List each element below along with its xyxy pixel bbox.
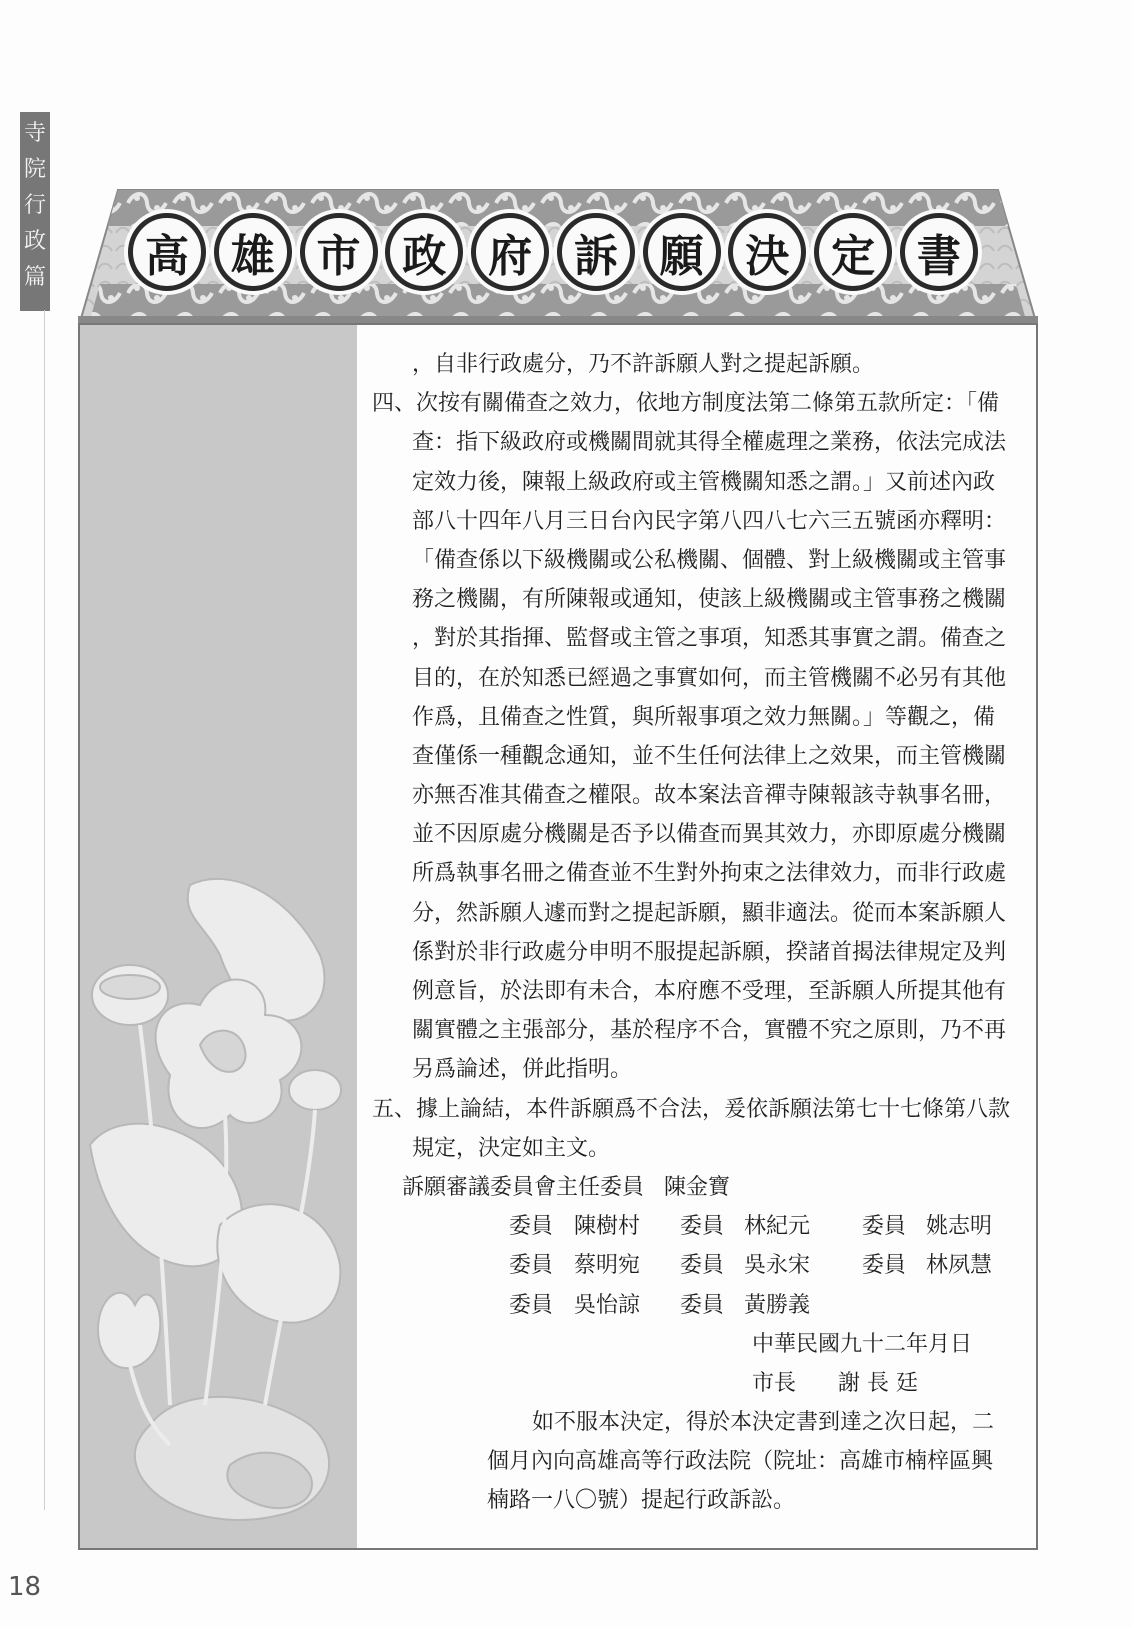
member-title: 委員 [509,1253,554,1279]
appeal-notice-line [372,1481,1022,1520]
body-line: 五、據上論結，本件訴願爲不合法，爰依訴願法第七十七條第八款 [372,1096,1011,1122]
body-line: ，對於其指揮、監督或主管之事項，知悉其事實之謂。備查之 [412,626,1007,652]
member-title: 委員 [509,1214,554,1240]
section-tab-char: 篇 [23,265,46,290]
member-title: 委員 [680,1292,725,1318]
member-title: 委員 [862,1214,907,1240]
body-line: 部八十四年八月三日台內民字第八四八七六三五號函亦釋明： [412,508,1007,534]
body-line: 查僅係一種觀念通知，並不生任何法律上之效果，而主管機關 [412,743,1007,769]
member-name: 蔡明宛 [574,1253,641,1279]
body-line: 亦無否准其備查之權限。故本案法音禪寺陳報該寺執事名冊， [412,783,1007,809]
body-line: 四、次按有關備查之效力，依地方制度法第二條第五款所定：「備 [372,391,1000,417]
member-title: 委員 [509,1292,554,1318]
appeal-notice-text: 如不服本決定，得於本決定書到達之次日起，二 [532,1410,995,1436]
date-row [372,1325,1022,1364]
committee-chair-row [372,1168,1022,1207]
mayor-name: 謝 長 廷 [838,1370,918,1396]
chair-title: 訴願審議委員會主任委員 [402,1174,645,1200]
title-char: 定 [814,213,892,291]
member-name: 黃勝義 [744,1292,811,1318]
appeal-notice-text: 個月內向高雄高等行政法院（院址：高雄市楠梓區興 [487,1449,994,1475]
body-line: 另爲論述，併此指明。 [412,1057,633,1083]
title-char: 雄 [214,213,292,291]
appeal-notice-text: 楠路一八〇號）提起行政訴訟。 [487,1488,796,1514]
body-line: 查：指下級政府或機關間就其得全權處理之業務，依法完成法 [412,430,1007,456]
document-title [128,212,978,292]
appeal-notice-line [372,1403,1022,1442]
body-line: 關實體之主張部分，基於程序不合，實體不究之原則，乃不再 [412,1018,1007,1044]
body-line: 「備查係以下級機關或公私機關、個體、對上級機關或主管事 [412,547,1007,573]
title-char: 政 [385,213,463,291]
body-line: 目的，在於知悉已經過之事實如何，而主管機關不必另有其他 [412,665,1007,691]
committee-member-row [372,1207,1022,1246]
decorative-panel [80,325,357,1548]
body-line: 規定，決定如主文。 [412,1135,611,1161]
body-line: 例意旨，於法即有未合，本府應不受理，至訴願人所提其他有 [412,979,1007,1004]
section-tab [20,112,50,311]
member-name: 姚志明 [926,1214,993,1240]
body-line: ，自非行政處分，乃不許訴願人對之提起訴願。 [412,352,875,377]
section-tab-char: 政 [23,229,46,254]
committee-member-row [372,1286,1022,1325]
member-name: 陳樹村 [574,1214,641,1240]
body-line: 並不因原處分機關是否予以備查而異其效力，亦即原處分機關 [412,822,1007,848]
member-title: 委員 [680,1214,725,1240]
committee-member-row [372,1246,1022,1285]
body-line: 係對於非行政處分申明不服提起訴願，揆諸首揭法律規定及判 [412,939,1007,965]
lotus-illustration [80,845,357,1548]
title-char: 訴 [557,213,635,291]
member-name: 吳怡諒 [574,1292,641,1318]
decision-date: 中華民國九十二年月日 [752,1331,973,1357]
mayor-title: 市長 [752,1370,797,1396]
section-tab-char: 寺 [23,121,46,146]
member-name: 林紀元 [744,1214,811,1240]
body-line: 作爲，且備查之性質，與所報事項之效力無關。」等觀之，備 [412,704,996,730]
title-char: 願 [643,213,721,291]
member-title: 委員 [680,1253,725,1279]
mayor-row [372,1364,1022,1403]
member-name: 吳永宋 [744,1253,811,1279]
page-number: 18 [8,1572,42,1602]
title-char: 書 [900,213,978,291]
margin-rule [44,310,45,1510]
member-name: 林夙慧 [926,1253,993,1279]
decision-body [372,345,1022,1521]
section-tab-char: 院 [23,157,46,182]
title-char: 市 [300,213,378,291]
title-char: 府 [471,213,549,291]
appeal-notice-line [372,1442,1022,1481]
member-title: 委員 [862,1253,907,1279]
title-char: 決 [728,213,806,291]
body-line: 分，然訴願人遽而對之提起訴願，顯非適法。從而本案訴願人 [412,900,1007,926]
chair-name: 陳金寶 [664,1174,731,1200]
title-char: 高 [128,213,206,291]
body-line: 定效力後，陳報上級政府或主管機關知悉之謂。」又前述內政 [412,469,996,495]
body-line: 所爲執事名冊之備查並不生對外拘束之法律效力，而非行政處 [412,861,1007,887]
body-line: 務之機關，有所陳報或通知，使該上級機關或主管事務之機關 [412,587,1007,613]
section-tab-char: 行 [23,193,46,218]
